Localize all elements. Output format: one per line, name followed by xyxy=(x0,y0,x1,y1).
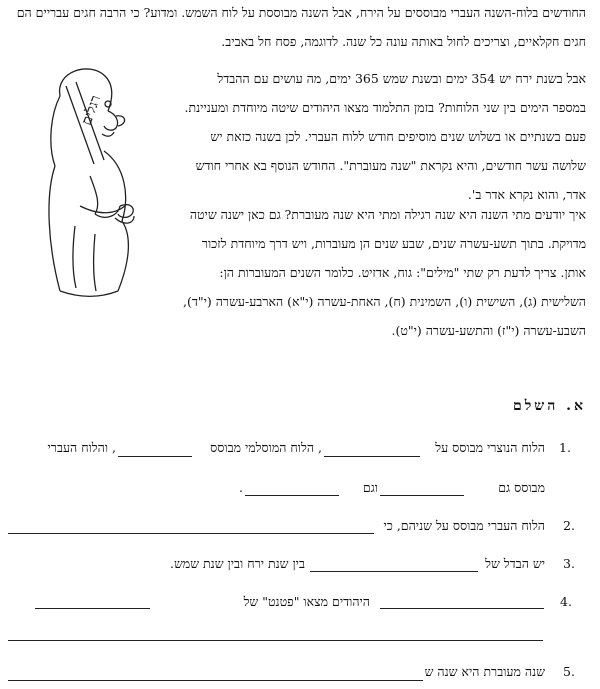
q4-number: 4. xyxy=(560,594,572,609)
q2-text: הלוח העברי מבוסס על שניהם, כי xyxy=(383,518,545,533)
q3-text-b: בין שנת ירח ובין שנת שמש. xyxy=(169,556,305,571)
q1-number: 1. xyxy=(559,440,571,455)
intro-paragraph-3: איך יודעים מתי השנה היא שנה רגילה ומתי היא שנה מעוברת? גם כאן ישנה שיטה מדויקת. בתוך תשע-עשרה שנים, שבע שנים הן מעוברות, ויש דרך מיוחדת לזכור אותן. צריך לדעת רק שתי "מילים": גוח, אדזיט. כלומר השנים המעוברות הן: השלישית (ג), השישית (ו), השמינית (ח), האחת-עשרה (י"א) הארבע-עשרה (י"ד), השבע-עשרה (י"ז) והתשע-עשרה (י"ט). xyxy=(183,207,586,338)
q4-blank-1[interactable] xyxy=(380,608,544,609)
q5-text: שנה מעוברת היא שנה ש xyxy=(424,664,545,679)
q1-blank-1[interactable] xyxy=(324,456,420,457)
figure-label: רגלים xyxy=(78,93,105,128)
q2-number: 2. xyxy=(563,518,575,533)
intro-paragraph-1: החודשים בלוח-השנה העברי מבוססים על הירח, אבל השנה מבוססת על לוח השמש. ומדוע? כי הרבה חגים עבריים הם חגים חקלאיים, וצריכים לחול באותה עונה כל שנה. לדוגמה, פסח חל באביב. xyxy=(16,5,586,49)
q3-blank[interactable] xyxy=(310,571,478,572)
q2-answer-line[interactable] xyxy=(8,533,374,534)
q1-blank-4[interactable] xyxy=(245,495,339,496)
section-title: א. השלם xyxy=(513,398,586,414)
q1-text-e: וגם xyxy=(362,480,378,495)
q4-blank-2[interactable] xyxy=(35,608,150,609)
cartoon-figure-illustration xyxy=(20,56,180,316)
q1-blank-2[interactable] xyxy=(118,456,192,457)
intro-paragraph-2: אבל בשנת ירח יש 354 ימים ובשנת שמש 365 ימים, מה עושים עם ההבדל במספר הימים בין שני הלוחות? בזמן התלמוד מצאו היהודים שיטה מיוחדת ומעניינת. פעם בשנתיים או בשלוש שנים מוסיפים חודש ללוח העברי. לכן בשנה כזאת יש שלושה עשר חודשים, והיא נקראת "שנה מעוברת". החודש הנוסף בא אחרי חודש אדר, והוא נקרא אדר ב'. xyxy=(184,71,586,202)
q1-text-f: . xyxy=(239,480,243,495)
q1-text-d: מבוסס גם xyxy=(498,480,545,495)
q1-text-a: הלוח הנוצרי מבוסס על xyxy=(435,440,545,455)
q3-number: 3. xyxy=(563,556,575,571)
q5-number: 5. xyxy=(563,664,575,679)
q4-text: היהודים מצאו "פטנט" של xyxy=(243,594,370,609)
q1-text-b: , הלוח המוסלמי מבוסס xyxy=(210,440,322,455)
q5-answer-line[interactable] xyxy=(8,680,423,681)
q1-text-c: , והלוח העברי xyxy=(47,440,116,455)
q4-answer-line-2[interactable] xyxy=(8,640,543,641)
q3-text-a: יש הבדל של xyxy=(485,556,545,571)
q1-blank-3[interactable] xyxy=(380,495,464,496)
